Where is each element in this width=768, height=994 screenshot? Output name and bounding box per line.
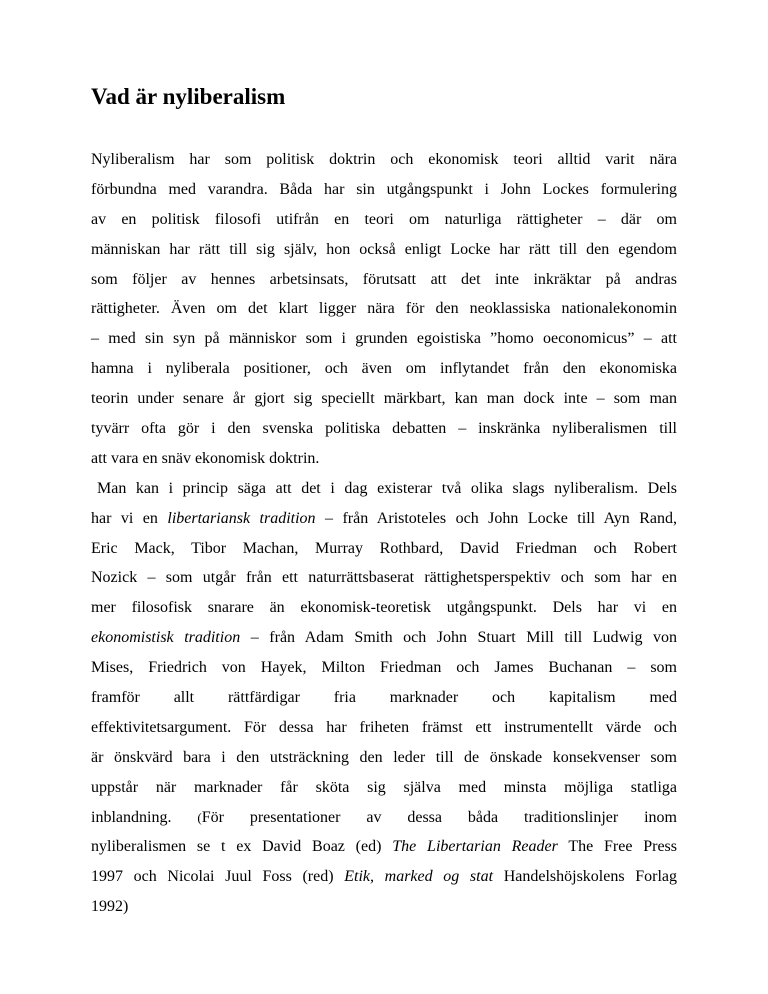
text-line <box>91 384 677 414</box>
text-line <box>91 354 677 384</box>
text-line <box>91 205 677 235</box>
text-line <box>91 145 677 175</box>
text-line <box>91 324 677 354</box>
document-title: Vad är nyliberalism <box>91 84 286 109</box>
text-segment: rättigheter. Även om det klart ligger nära för den neoklassiska nationalekonomin <box>91 300 677 318</box>
text-segment: 1992) <box>91 898 129 916</box>
text-line <box>91 414 677 444</box>
text-segment: har vi en <box>91 509 168 527</box>
text-segment: – från Adam Smith och John Stuart Mill till Ludwig von <box>240 629 678 647</box>
text-segment: Nyliberalism har som politisk doktrin och ekonomisk teori alltid varit nära <box>91 151 677 168</box>
text-segment: inblandning. <box>91 808 198 826</box>
paragraph <box>91 474 677 922</box>
text-line <box>91 474 677 504</box>
text-segment: uppstår när marknader får sköta sig själva med minsta möjliga statliga <box>91 778 677 796</box>
text-line <box>91 504 677 534</box>
text-segment: Man kan i princip säga att det i dag existerar två olika slags nyliberalism. Dels <box>97 479 677 497</box>
text-line <box>91 803 677 833</box>
text-line <box>91 265 677 295</box>
text-segment: mer filosofisk snarare än ekonomisk-teoretisk utgångspunkt. Dels har vi en <box>91 599 677 617</box>
text-line <box>91 862 677 892</box>
text-segment: Eric Mack, Tibor Machan, Murray Rothbard, David Friedman och Robert <box>91 539 677 557</box>
text-segment: – från Aristoteles och John Locke till Ayn Rand, <box>315 509 677 527</box>
text-segment: Handelshöjskolens Forlag <box>493 868 677 886</box>
text-line <box>91 713 677 743</box>
text-line <box>91 593 677 623</box>
text-segment: effektivitetsargument. För dessa har friheten främst ett instrumentellt värde och <box>91 718 677 736</box>
text-line <box>91 743 677 773</box>
text-line <box>91 534 677 564</box>
text-segment: att vara en snäv ekonomisk doktrin. <box>91 449 320 467</box>
document-body <box>91 145 677 922</box>
text-segment: 1997 och Nicolai Juul Foss (red) <box>91 868 345 886</box>
text-line <box>91 563 677 593</box>
text-segment: människan har rätt till sig själv, hon också enligt Locke har rätt till den egendom <box>91 240 677 258</box>
text-segment: Nozick – som utgår från ett naturrättsbaserat rättighetsperspektiv och som har en <box>91 569 677 587</box>
text-segment: av en politisk filosofi utifrån en teori om naturliga rättigheter – där om <box>91 210 677 228</box>
text-segment: För presentationer av dessa båda traditionslinjer inom <box>201 808 678 826</box>
text-segment: ( <box>197 809 202 825</box>
italic-text: libertariansk tradition <box>167 509 316 527</box>
text-line <box>91 773 677 803</box>
text-segment: framför allt rättfärdigar fria marknader och kapitalism med <box>91 689 677 707</box>
text-line <box>91 892 677 922</box>
text-segment: hamna i nyliberala positioner, och även om inflytandet från den ekonomiska <box>91 360 677 378</box>
text-segment: tyvärr ofta gör i den svenska politiska debatten – inskränka nyliberalismen till <box>91 420 677 438</box>
italic-text: ekonomistisk tradition <box>91 629 241 647</box>
text-segment: – med sin syn på människor som i grunden egoistiska ”homo oeconomicus” – att <box>91 330 677 348</box>
paragraph <box>91 145 677 474</box>
text-segment: teorin under senare år gjort sig speciellt märkbart, kan man dock inte – som man <box>91 390 677 408</box>
text-line <box>91 444 677 474</box>
italic-text: Etik, marked og stat <box>344 868 494 886</box>
text-segment: som följer av hennes arbetsinsats, förutsatt att det inte inkräktar på andras <box>91 270 677 288</box>
text-line <box>91 683 677 713</box>
text-segment: The Free Press <box>557 838 678 856</box>
text-segment: förbundna med varandra. Båda har sin utgångspunkt i John Lockes formulering <box>91 180 677 198</box>
text-line <box>91 175 677 205</box>
text-segment: Mises, Friedrich von Hayek, Milton Friedman och James Buchanan – som <box>91 659 677 677</box>
text-line <box>91 653 677 683</box>
italic-text: The Libertarian Reader <box>392 838 558 856</box>
text-segment: nyliberalismen se t ex David Boaz (ed) <box>91 838 393 856</box>
text-line <box>91 623 677 653</box>
text-segment: är önskvärd bara i den utsträckning den leder till de önskade konsekvenser som <box>91 748 677 766</box>
text-line <box>91 294 677 324</box>
text-line <box>91 235 677 265</box>
text-line <box>91 832 677 862</box>
